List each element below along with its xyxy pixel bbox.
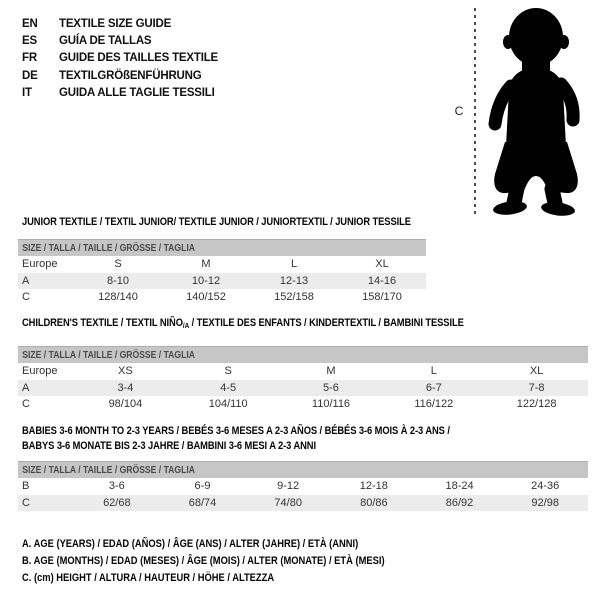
size-header-label: SIZE / TALLA / TAILLE / GRÖSSE / TAGLIA xyxy=(22,464,195,476)
footnote-b: B. AGE (MONTHS) / EDAD (MESES) / ÂGE (MOIS) / ALTER (MONATE) / ETÀ (MESI) xyxy=(22,554,385,567)
height-cell: 92/98 xyxy=(531,496,559,509)
language-code: IT xyxy=(22,87,32,100)
junior-heading: JUNIOR TEXTILE / TEXTIL JUNIOR/ TEXTILE JUNIOR / JUNIORTEXTIL / JUNIOR TESSILE xyxy=(22,216,411,228)
language-row-fr xyxy=(22,50,218,67)
age-cell: 14-16 xyxy=(367,274,397,287)
footnote-legend xyxy=(22,536,449,587)
age-cell: 4-5 xyxy=(220,381,237,394)
age-cell: 10-12 xyxy=(191,274,221,287)
size-cell: S xyxy=(114,258,122,271)
size-cell: XS xyxy=(118,365,133,378)
footnote-c: C. (cm) HEIGHT / ALTURA / HAUTEUR / HÖHE / ALTEZZA xyxy=(22,571,275,584)
size-header-bar xyxy=(18,239,426,256)
language-title: GUÍA DE TALLAS xyxy=(59,35,152,48)
language-row-de xyxy=(22,67,218,84)
height-cell: 110/116 xyxy=(311,398,351,411)
footnote-a: A. AGE (YEARS) / EDAD (AÑOS) / ÂGE (ANS) / ALTER (JAHRE) / ETÀ (ANNI) xyxy=(22,538,359,550)
height-cell: 74/80 xyxy=(274,496,302,509)
table-row-age-months xyxy=(18,478,588,495)
age-cell: 7-8 xyxy=(528,381,545,394)
size-cell: XL xyxy=(529,365,544,378)
age-cell: 6-9 xyxy=(194,480,211,493)
table-row-height xyxy=(18,396,588,413)
children-heading-sub: /A xyxy=(182,321,190,330)
height-cell: 140/152 xyxy=(186,291,226,304)
table-row-europe xyxy=(18,256,426,273)
row-label: Europe xyxy=(22,365,58,378)
size-cell: XL xyxy=(375,258,389,271)
size-header-label: SIZE / TALLA / TAILLE / GRÖSSE / TAGLIA xyxy=(22,349,195,361)
language-title: TEXTILGRÖßENFÜHRUNG xyxy=(59,69,202,82)
children-heading xyxy=(22,317,464,330)
height-cell: 128/140 xyxy=(98,291,138,304)
row-label: A xyxy=(22,381,30,394)
row-label: C xyxy=(22,398,30,411)
language-row-en xyxy=(22,15,218,32)
children-heading-pre: CHILDREN'S TEXTILE / TEXTIL NIÑO xyxy=(22,317,183,329)
age-cell: 3-4 xyxy=(117,381,134,394)
babies-heading-line1: BABIES 3-6 MONTH TO 2-3 YEARS / BEBÉS 3-6 MESES A 2-3 AÑOS / BÉBÉS 3-6 MOIS À 2-3 ANS / xyxy=(22,425,450,437)
language-code: EN xyxy=(22,17,38,30)
size-header-label: SIZE / TALLA / TAILLE / GRÖSSE / TAGLIA xyxy=(22,242,195,254)
table-row-height xyxy=(18,495,588,512)
table-row-age xyxy=(18,380,588,397)
language-row-it xyxy=(22,85,218,102)
height-cell: 68/74 xyxy=(188,496,217,509)
table-row-height xyxy=(18,289,426,306)
language-title: GUIDE DES TAILLES TEXTILE xyxy=(59,52,218,65)
size-cell: L xyxy=(290,258,298,271)
language-code: ES xyxy=(22,35,37,48)
babies-heading xyxy=(22,424,450,454)
babies-heading-line2: BABYS 3-6 MONATE BIS 2-3 JAHRE / BAMBINI 3-6 MESI A 2-3 ANNI xyxy=(22,440,316,452)
height-cell: 116/122 xyxy=(414,398,454,411)
size-cell: L xyxy=(430,365,437,378)
height-marker-label: C xyxy=(454,104,464,118)
children-heading-post: / TEXTILE DES ENFANTS / KINDERTEXTIL / BAMBINI TESSILE xyxy=(189,317,464,329)
junior-size-table xyxy=(18,239,426,306)
height-dotted-line xyxy=(474,8,476,214)
language-row-es xyxy=(22,32,218,49)
height-cell: 158/170 xyxy=(362,291,402,304)
height-cell: 98/104 xyxy=(108,398,143,411)
language-title: GUIDA ALLE TAGLIE TESSILI xyxy=(59,87,215,100)
language-title-list xyxy=(22,15,218,102)
size-cell: M xyxy=(326,365,336,378)
row-label: A xyxy=(22,274,30,287)
age-cell: 8-10 xyxy=(106,274,130,287)
age-cell: 3-6 xyxy=(108,480,125,493)
height-cell: 152/158 xyxy=(274,291,314,304)
age-cell: 5-6 xyxy=(323,381,339,394)
row-label: C xyxy=(22,496,30,509)
size-header-bar xyxy=(18,346,588,363)
age-cell: 12-13 xyxy=(279,274,309,287)
babies-size-table xyxy=(18,461,588,511)
row-label: B xyxy=(22,480,30,493)
language-code: DE xyxy=(22,69,38,82)
age-cell: 18-24 xyxy=(445,480,474,493)
language-title: TEXTILE SIZE GUIDE xyxy=(59,17,172,30)
height-cell: 86/92 xyxy=(445,496,474,509)
row-label: Europe xyxy=(22,258,58,271)
height-cell: 122/128 xyxy=(516,398,557,411)
size-header-bar xyxy=(18,461,588,478)
size-cell: M xyxy=(201,258,211,271)
age-cell: 24-36 xyxy=(531,480,560,493)
height-cell: 104/110 xyxy=(208,398,248,411)
age-cell: 9-12 xyxy=(277,480,300,493)
table-row-europe xyxy=(18,363,588,380)
height-cell: 62/68 xyxy=(103,496,131,509)
row-label: C xyxy=(22,291,30,304)
table-row-age xyxy=(18,273,426,290)
children-size-table xyxy=(18,346,588,413)
size-cell: S xyxy=(224,365,232,378)
age-cell: 12-18 xyxy=(359,480,388,493)
age-cell: 6-7 xyxy=(425,381,442,394)
height-cell: 80/86 xyxy=(360,496,388,509)
toddler-silhouette-icon xyxy=(484,6,599,218)
language-code: FR xyxy=(22,52,37,65)
